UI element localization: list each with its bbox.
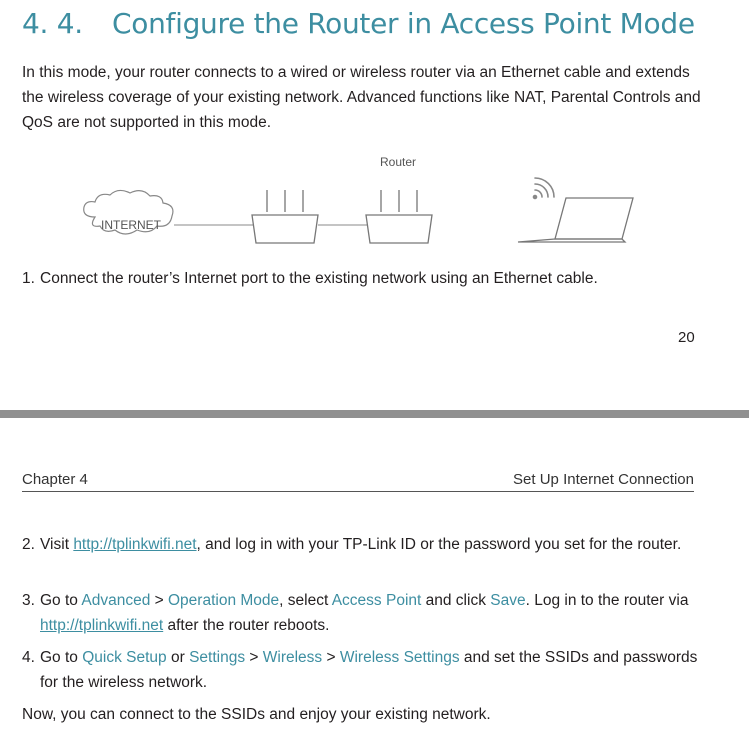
step-4-text-2: or xyxy=(166,649,190,666)
network-diagram xyxy=(0,150,749,250)
step-4-number: 4. xyxy=(22,649,35,666)
section-label: Set Up Internet Connection xyxy=(513,471,694,488)
chapter-label: Chapter 4 xyxy=(22,471,88,488)
wireless-term: Wireless xyxy=(262,649,323,666)
step-3-text-4: . Log in to the router via xyxy=(525,592,689,609)
step-2-number: 2. xyxy=(22,536,35,553)
closing-paragraph: Now, you can connect to the SSIDs and enjoy your existing network. xyxy=(22,706,491,723)
step-3-text-2: , select xyxy=(279,592,332,609)
step-4-separator-2: > xyxy=(322,649,340,666)
settings-term: Settings xyxy=(189,649,246,666)
internet-label: INTERNET xyxy=(101,218,161,232)
step-4 xyxy=(22,645,712,695)
wireless-settings-term: Wireless Settings xyxy=(339,649,460,666)
step-3-separator: > xyxy=(150,592,168,609)
main-router-icon xyxy=(252,190,318,243)
tplinkwifi-link-2[interactable]: http://tplinkwifi.net xyxy=(40,617,164,634)
section-number: 4. 4. xyxy=(22,7,83,40)
page-number: 20 xyxy=(678,329,695,346)
step-4-separator-1: > xyxy=(245,649,263,666)
step-4-text-1: Go to xyxy=(40,649,83,666)
tplinkwifi-link[interactable]: http://tplinkwifi.net xyxy=(73,536,197,553)
intro-paragraph: In this mode, your router connects to a wired or wireless router via an Ethernet cable and extends the wireless coverage of your existing network. Advanced functions like NAT, Parental Controls and QoS are not supported in this mode. xyxy=(22,64,701,131)
save-term: Save xyxy=(490,592,526,609)
quick-setup-term: Quick Setup xyxy=(82,649,167,666)
step-1-number: 1. xyxy=(22,270,35,287)
step-1-text: Connect the router’s Internet port to the existing network using an Ethernet cable. xyxy=(40,270,598,287)
step-2-pre: Visit xyxy=(40,536,74,553)
step-3-text-5: after the router reboots. xyxy=(163,617,330,634)
step-3-text-1: Go to xyxy=(40,592,82,609)
access-point-term: Access Point xyxy=(331,592,422,609)
step-2 xyxy=(22,532,712,557)
page-divider xyxy=(0,410,749,418)
step-3-number: 3. xyxy=(22,592,35,609)
advanced-menu-term: Advanced xyxy=(81,592,151,609)
wifi-signal-icon xyxy=(534,178,555,199)
operation-mode-term: Operation Mode xyxy=(168,592,280,609)
step-4-text-3: and set the SSIDs and passwords for the wireless network. xyxy=(40,649,698,691)
section-heading xyxy=(22,7,695,40)
router-label: Router xyxy=(379,155,417,169)
section-title: Configure the Router in Access Point Mode xyxy=(112,7,695,40)
header-rule xyxy=(22,491,694,492)
step-1 xyxy=(22,266,712,291)
laptop-icon xyxy=(518,198,633,242)
access-point-router-icon xyxy=(366,190,432,243)
step-3-text-3: and click xyxy=(421,592,491,609)
step-3 xyxy=(22,588,712,638)
step-2-post: , and log in with your TP-Link ID or the password you set for the router. xyxy=(196,536,682,553)
